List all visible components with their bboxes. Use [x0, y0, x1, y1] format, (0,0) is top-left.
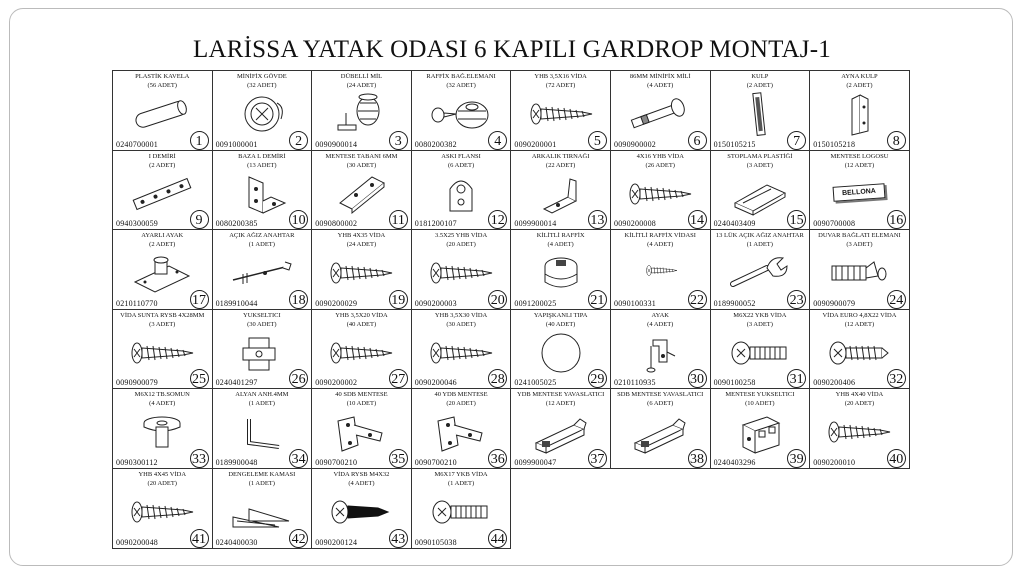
part-code: 0091200025 — [514, 298, 557, 308]
part-code: 0090200001 — [514, 139, 557, 149]
part-cell — [809, 70, 910, 151]
part-quantity: (2 ADET) — [149, 161, 176, 169]
part-name: M6X12 TB.SOMUN — [134, 391, 190, 399]
part-name: AYNA KULP — [841, 73, 878, 80]
adjustable-foot-icon — [129, 252, 195, 294]
part-cell — [510, 70, 611, 151]
part-quantity: (30 ADET) — [346, 161, 377, 169]
part-name: AYARLI AYAK — [141, 232, 184, 240]
part-number-badge: 18 — [289, 290, 308, 309]
minifix-pin-icon — [627, 93, 693, 135]
part-name: YHB 4X35 VİDA — [337, 232, 386, 240]
part-name: MENTESE TABANI 6MM — [325, 152, 398, 160]
l-bracket-icon — [229, 173, 295, 215]
part-code: 0241005025 — [514, 378, 557, 388]
part-quantity: (13 ADET) — [247, 161, 277, 169]
back-clip-icon — [528, 173, 594, 215]
part-code: 0090900002 — [614, 139, 656, 149]
part-cell — [112, 309, 213, 390]
part-number-badge: 29 — [588, 369, 607, 388]
part-number-badge: 22 — [688, 290, 707, 309]
part-cell — [510, 309, 611, 390]
part-name: YUKSELTICI — [243, 311, 281, 319]
soft-close-icon — [528, 411, 594, 453]
part-code: 0090900079 — [116, 378, 158, 388]
foot-icon — [627, 332, 693, 374]
part-code: 0150105215 — [713, 139, 756, 149]
part-quantity: (4 ADET) — [647, 241, 674, 249]
parts-grid — [112, 70, 910, 548]
part-cell — [212, 229, 313, 310]
part-name: YHB 3,5X30 VİDA — [434, 311, 488, 319]
part-code: 0090100331 — [614, 298, 656, 308]
part-name: YAPIŞKANLI TIPA — [533, 311, 588, 319]
part-number-badge: 11 — [389, 210, 408, 229]
part-number-badge: 44 — [488, 529, 507, 548]
raffix-connector-icon — [428, 93, 494, 135]
part-quantity: (1 ADET) — [248, 480, 275, 487]
screw-icon — [826, 411, 892, 453]
locking-raffix-icon — [528, 252, 594, 294]
part-name: DÜBELLİ MİL — [340, 73, 383, 80]
part-cell — [311, 150, 412, 231]
logo-badge-icon: BELLONA — [833, 183, 886, 202]
part-cell — [610, 388, 711, 469]
part-cell — [411, 309, 512, 390]
part-number-badge: 36 — [488, 449, 507, 468]
part-code: 0090900079 — [813, 298, 856, 308]
part-cell — [212, 70, 313, 151]
part-code: 0210110770 — [116, 298, 158, 308]
part-name: MENTESE YUKSELTICI — [725, 391, 795, 399]
part-quantity: (30 ADET) — [446, 320, 476, 328]
i-bracket-icon — [129, 173, 195, 215]
part-name: YDB MENTESE YAVASLATICI — [517, 391, 605, 399]
part-name: I DEMİRİ — [148, 152, 176, 160]
part-quantity: (22 ADET) — [545, 161, 576, 169]
hinge-plate-icon — [328, 173, 394, 215]
screw-icon — [129, 491, 195, 533]
part-quantity: (40 ADET) — [545, 320, 576, 328]
part-name: KULP — [751, 73, 769, 80]
part-name: AYAK — [651, 311, 669, 319]
part-cell — [610, 309, 711, 390]
part-code: 0189900048 — [215, 457, 258, 467]
part-code: 0090700008 — [813, 219, 856, 229]
part-name: 40 SDB MENTESE — [335, 391, 388, 399]
part-code: 0240403409 — [713, 219, 756, 229]
part-cell — [809, 309, 910, 390]
black-screw-icon — [328, 491, 394, 533]
euro-screw-icon — [826, 332, 892, 374]
part-code: 0090900014 — [315, 139, 358, 149]
part-number-badge: 43 — [389, 529, 408, 548]
minifix-body-icon — [229, 93, 295, 135]
part-number-badge: 8 — [887, 131, 906, 150]
part-quantity: (20 ADET) — [446, 400, 476, 408]
part-code: 0940300059 — [116, 219, 158, 229]
part-name: ASKI FLANSI — [441, 152, 481, 160]
part-number-badge: 16 — [887, 210, 906, 229]
part-cell — [710, 388, 811, 469]
part-code: 0240400030 — [215, 537, 258, 547]
part-quantity: (2 ADET) — [149, 241, 176, 249]
screw-icon — [428, 332, 494, 374]
part-quantity: (20 ADET) — [147, 480, 177, 487]
part-number-badge: 31 — [787, 369, 806, 388]
part-quantity: (32 ADET) — [446, 82, 476, 89]
part-cell — [710, 70, 811, 151]
part-quantity: (2 ADET) — [846, 82, 873, 89]
screw-icon — [328, 332, 394, 374]
small-screw-icon — [627, 252, 693, 294]
part-cell — [212, 468, 313, 549]
part-quantity: (4 ADET) — [647, 320, 674, 328]
part-name: 13 LÜK AÇIK AĞIZ ANAHTAR — [715, 232, 804, 240]
part-number-badge: 38 — [688, 449, 707, 468]
part-name: RAFFİX BAĞ.ELEMANI — [426, 73, 496, 80]
part-code: 0090200002 — [315, 378, 358, 388]
part-number-badge: 9 — [190, 210, 209, 229]
part-number-badge: 5 — [588, 131, 607, 150]
part-number-badge: 25 — [190, 369, 209, 388]
part-code: 0090200010 — [813, 457, 856, 467]
part-quantity: (3 ADET) — [746, 320, 773, 328]
part-cell — [809, 229, 910, 310]
part-quantity: (32 ADET) — [247, 82, 277, 89]
part-number-badge: 37 — [588, 449, 607, 468]
part-cell — [112, 468, 213, 549]
part-cell — [112, 70, 213, 151]
part-number-badge: 12 — [488, 210, 507, 229]
part-cell — [311, 388, 412, 469]
part-code: 0090100258 — [713, 378, 756, 388]
part-cell — [510, 388, 611, 469]
part-cell — [212, 388, 313, 469]
part-name: YHB 3,5X16 VİDA — [534, 73, 587, 80]
part-cell — [710, 229, 811, 310]
part-cell — [411, 150, 512, 231]
part-number-badge: 17 — [190, 290, 209, 309]
part-quantity: (1 ADET) — [447, 480, 475, 487]
part-cell — [112, 388, 213, 469]
part-name: KİLİTLİ RAFFİX — [536, 232, 585, 240]
part-code: 0090200008 — [614, 219, 656, 229]
part-number-badge: 30 — [688, 369, 707, 388]
screw-icon — [528, 93, 594, 135]
part-name: 40 YDB MENTESE — [434, 391, 488, 399]
part-number-badge: 13 — [588, 210, 607, 229]
part-number-badge: 33 — [190, 449, 209, 468]
part-name: M6X17 YKB VİDA — [434, 471, 488, 478]
part-number-badge: 6 — [688, 131, 707, 150]
part-quantity: (2 ADET) — [746, 82, 773, 89]
hinge-riser-icon — [727, 411, 793, 453]
screw-icon — [328, 252, 394, 294]
part-number-badge: 23 — [787, 290, 806, 309]
part-code: 0150105218 — [813, 139, 856, 149]
part-name: DENGELEME KAMASI — [228, 471, 296, 478]
part-number-badge: 26 — [289, 369, 308, 388]
part-number-badge: 41 — [190, 529, 209, 548]
part-code: 0080200385 — [215, 219, 258, 229]
part-name: DUVAR BAĞLATI ELEMANI — [818, 232, 901, 240]
part-quantity: (12 ADET) — [844, 320, 875, 328]
part-cell — [610, 229, 711, 310]
part-quantity: (56 ADET) — [147, 82, 177, 89]
bolt-icon — [727, 332, 793, 374]
part-cell — [610, 70, 711, 151]
wrench-icon — [727, 252, 793, 294]
part-code: 0240403296 — [713, 457, 756, 467]
part-name: BAZA L DEMİRİ — [238, 152, 286, 160]
part-number-badge: 27 — [389, 369, 408, 388]
part-quantity: (1 ADET) — [248, 400, 275, 408]
part-number-badge: 21 — [588, 290, 607, 309]
part-cell — [809, 388, 910, 469]
part-name: YHB 4X45 VİDA — [138, 471, 187, 478]
part-code: 0090200029 — [315, 298, 358, 308]
part-cell — [112, 150, 213, 231]
part-quantity: (12 ADET) — [545, 400, 576, 408]
part-name: KİLİTLİ RAFFİX VİDASI — [624, 232, 696, 240]
part-name: ARKALIK TIRNAĞI — [531, 152, 590, 160]
part-quantity: (6 ADET) — [447, 161, 475, 169]
part-code: 0090700210 — [414, 457, 457, 467]
allen-key-icon — [229, 411, 295, 453]
hinge-icon — [428, 411, 494, 453]
part-quantity: (1 ADET) — [746, 241, 773, 249]
part-quantity: (1 ADET) — [248, 241, 275, 249]
part-cell — [212, 309, 313, 390]
part-code: 0099900047 — [514, 457, 557, 467]
part-number-badge: 28 — [488, 369, 507, 388]
part-name: VİDA EURO 4,8X22 VİDA — [822, 311, 897, 319]
part-quantity: (12 ADET) — [844, 161, 875, 169]
part-number-badge: 10 — [289, 210, 308, 229]
part-name: STOPLAMA PLASTİĞİ — [727, 152, 793, 160]
part-cell — [311, 309, 412, 390]
part-code: 0090200003 — [414, 298, 457, 308]
part-code: 0090800002 — [315, 219, 358, 229]
part-name: YHB 4X40 VİDA — [835, 391, 884, 399]
part-code: 0099900014 — [514, 219, 557, 229]
part-code: 0240700001 — [116, 139, 158, 149]
part-name: MİNİFİX GÖVDE — [237, 73, 287, 80]
part-name: VİDA SUNTA RYSB 4X28MM — [120, 311, 205, 319]
handle-icon — [727, 93, 793, 135]
part-number-badge: 14 — [688, 210, 707, 229]
part-number-badge: 4 — [488, 131, 507, 150]
bolt-icon — [428, 491, 494, 533]
part-quantity: (30 ADET) — [247, 320, 277, 328]
wall-anchor-icon — [826, 252, 892, 294]
part-cell — [510, 229, 611, 310]
part-quantity: (26 ADET) — [645, 161, 675, 169]
part-quantity: (3 ADET) — [746, 161, 773, 169]
nut-icon — [129, 411, 195, 453]
part-cell — [710, 309, 811, 390]
part-cell — [809, 150, 910, 231]
part-quantity: (4 ADET) — [547, 241, 574, 249]
screw-icon — [428, 252, 494, 294]
part-cell — [112, 229, 213, 310]
part-quantity: (20 ADET) — [446, 241, 476, 249]
part-number-badge: 3 — [389, 131, 408, 150]
part-code: 0090200406 — [813, 378, 856, 388]
cover-cap-icon — [528, 332, 594, 374]
part-number-badge: 39 — [787, 449, 806, 468]
part-name: PLASTİK KAVELA — [135, 73, 190, 80]
part-quantity: (10 ADET) — [745, 400, 775, 408]
part-name: AÇIK AĞIZ ANAHTAR — [229, 232, 295, 240]
part-number-badge: 24 — [887, 290, 906, 309]
part-quantity: (10 ADET) — [346, 400, 377, 408]
part-name: 86MM MİNİFİX MİLİ — [629, 73, 691, 80]
part-name: M6X22 YKB VİDA — [733, 311, 787, 319]
part-code: 0181200107 — [414, 219, 457, 229]
part-cell — [411, 70, 512, 151]
wedge-icon — [229, 491, 295, 533]
part-cell — [311, 70, 412, 151]
screw-icon — [129, 332, 195, 374]
part-name: ALYAN ANH.4MM — [235, 391, 289, 399]
part-quantity: (40 ADET) — [346, 320, 377, 328]
part-cell — [212, 150, 313, 231]
part-code: 0091000001 — [215, 139, 258, 149]
part-number-badge: 19 — [389, 290, 408, 309]
rail-flange-icon — [428, 173, 494, 215]
part-quantity: (3 ADET) — [846, 241, 873, 249]
part-code: 0090105038 — [414, 537, 457, 547]
part-number-badge: 1 — [190, 131, 209, 150]
part-code: 0090700210 — [315, 457, 358, 467]
part-quantity: (4 ADET) — [647, 82, 674, 89]
part-code: 0090200048 — [116, 537, 158, 547]
part-name: 3.5X25 YHB VİDA — [434, 232, 488, 240]
part-code: 0090200046 — [414, 378, 457, 388]
part-code: 0080200382 — [414, 139, 457, 149]
stopper-icon — [727, 173, 793, 215]
mirror-handle-icon — [826, 93, 892, 135]
part-cell — [411, 468, 512, 549]
part-cell — [411, 388, 512, 469]
part-quantity: (4 ADET) — [149, 400, 176, 408]
part-quantity: (3 ADET) — [149, 320, 176, 328]
part-number-badge: 42 — [289, 529, 308, 548]
part-quantity: (4 ADET) — [348, 480, 375, 487]
hinge-icon — [328, 411, 394, 453]
part-number-badge: 40 — [887, 449, 906, 468]
part-quantity: (6 ADET) — [647, 400, 674, 408]
part-cell — [311, 468, 412, 549]
part-number-badge: 15 — [787, 210, 806, 229]
part-name: YHB 3,5X20 VİDA — [335, 311, 388, 319]
part-quantity: (72 ADET) — [545, 82, 576, 89]
part-name: 4X16 YHB VİDA — [636, 152, 684, 160]
part-quantity: (24 ADET) — [346, 241, 377, 249]
part-number-badge: 34 — [289, 449, 308, 468]
part-code: 0240401297 — [215, 378, 258, 388]
part-cell — [710, 150, 811, 231]
part-cell — [510, 150, 611, 231]
part-name: VİDA RYSB M4X32 — [333, 471, 390, 478]
part-cell — [411, 229, 512, 310]
part-number-badge: 32 — [887, 369, 906, 388]
page-title: LARİSSA YATAK ODASI 6 KAPILI GARDROP MONTAJ-1 — [193, 36, 831, 63]
part-quantity: (24 ADET) — [346, 82, 377, 89]
screw-icon — [627, 173, 693, 215]
part-number-badge: 35 — [389, 449, 408, 468]
part-number-badge: 20 — [488, 290, 507, 309]
riser-icon — [229, 332, 295, 374]
part-code: 0090200124 — [315, 537, 358, 547]
part-cell — [610, 150, 711, 231]
part-number-badge: 2 — [289, 131, 308, 150]
soft-close-icon — [627, 411, 693, 453]
part-name: SDB MENTESE YAVASLATICI — [617, 391, 704, 399]
part-code: 0189910044 — [215, 298, 258, 308]
dowel-icon — [129, 93, 195, 135]
wrench-key-icon — [229, 252, 295, 294]
part-code: 0210110935 — [614, 378, 656, 388]
part-number-badge: 7 — [787, 131, 806, 150]
part-cell — [311, 229, 412, 310]
part-name: MENTESE LOGOSU — [830, 152, 889, 160]
part-code: 0189900052 — [713, 298, 756, 308]
part-quantity: (20 ADET) — [844, 400, 875, 408]
dowel-pin-icon — [328, 93, 394, 135]
part-code: 0090300112 — [116, 457, 158, 467]
